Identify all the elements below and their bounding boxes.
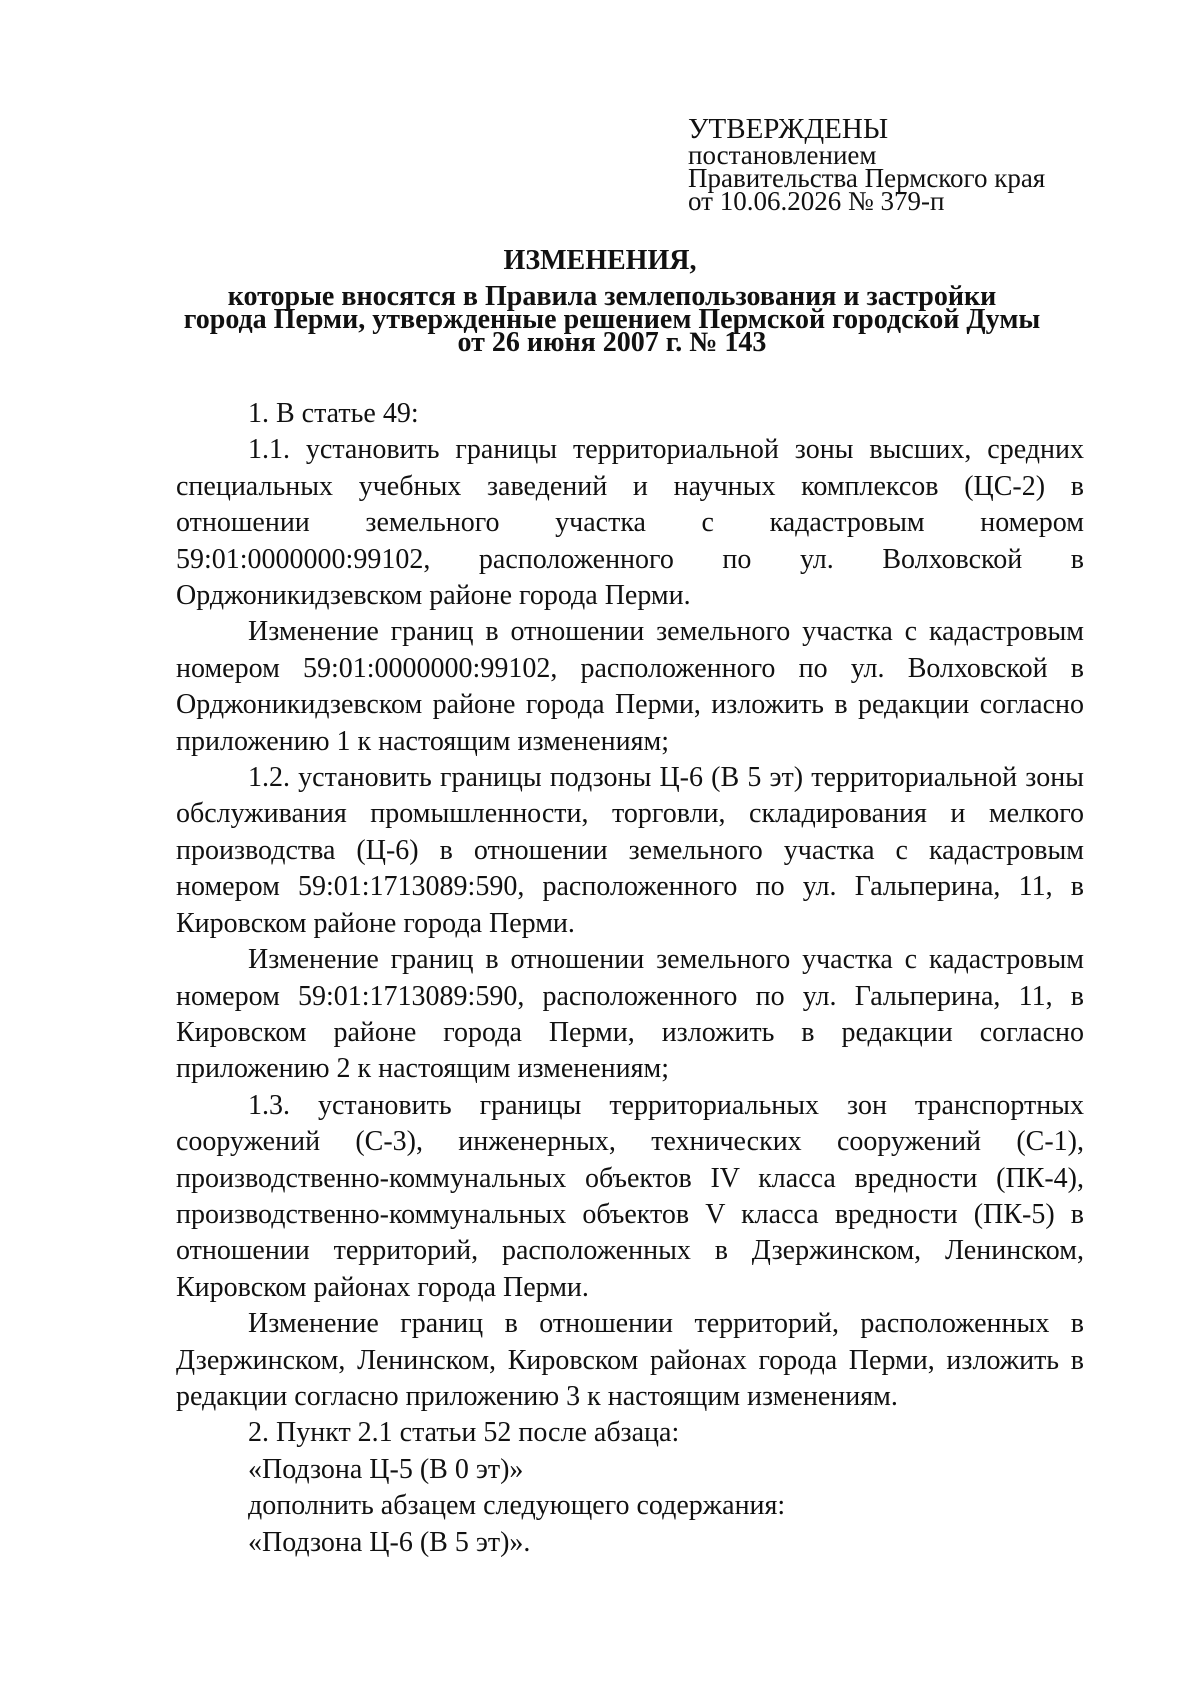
- paragraph-1-1: 1.1. установить границы территориальной зоны высших, средних специальных учебных заведений и научных комплексов (ЦС-2) в отношении земельного участка с кадастровым номером 59:01:0000000:99102, расположенного по ул. Волховской в Орджоникидзевском районе города Перми.: [176, 434, 1084, 612]
- approval-line: Правительства Пермского края: [688, 163, 1046, 193]
- paragraph-1-3: 1.3. установить границы территориальных зон транспортных сооружений (С-3), инженерных, технических сооружений (С-1), производственно-коммунальных объектов IV класса вредности (ПК-4), производственно-коммунальных объектов V класса вредности (ПК-5) в отношении территорий, расположенных в Дзержинском, Ленинском, Кировском районах города Перми.: [176, 1089, 1084, 1303]
- document-subtitle: [150, 281, 1074, 358]
- paragraph-1-2: 1.2. установить границы подзоны Ц-6 (В 5 эт) территориальной зоны обслуживания промышленности, торговли, складирования и мелкого производства (Ц-6) в отношении земельного участка с кадастровым номером 59:01:1713089:590, расположенного по ул. Гальперина, 11, в Кировском районе города Перми.: [176, 762, 1084, 939]
- quote-subzone-c5: «Подзона Ц-5 (В 0 эт)»: [248, 1453, 524, 1485]
- approval-date-number: от 10.06.2026 № 379-п: [688, 186, 945, 216]
- quote-subzone-c6: «Подзона Ц-6 (В 5 эт)».: [248, 1526, 531, 1558]
- paragraph-1: 1. В статье 49:: [248, 398, 419, 429]
- approval-stamp: [688, 113, 1046, 216]
- subtitle-line: города Перми, утвержденные решением Пермской городской Думы: [183, 304, 1041, 335]
- paragraph-1-2-change: Изменение границ в отношении земельного участка с кадастровым номером 59:01:1713089:590, расположенного по ул. Гальперина, 11, в Кировском районе города Перми, изложить в редакции согласно приложению 2 к настоящим изменениям;: [176, 944, 1084, 1085]
- paragraph-2-addition: дополнить абзацем следующего содержания:: [248, 1490, 786, 1522]
- paragraph-1-1-change: Изменение границ в отношении земельного участка с кадастровым номером 59:01:0000000:99102, расположенного по ул. Волховской в Орджоникидзевском районе города Перми, изложить в редакции согласно приложению 1 к настоящим изменениям;: [176, 616, 1084, 757]
- paragraph-2: 2. Пункт 2.1 статьи 52 после абзаца:: [248, 1417, 680, 1449]
- subtitle-line: которые вносятся в Правила землепользования и застройки: [227, 281, 997, 312]
- subtitle-line: от 26 июня 2007 г. № 143: [457, 327, 767, 358]
- approval-line: постановлением: [688, 140, 877, 170]
- approval-heading: УТВЕРЖДЕНЫ: [688, 113, 889, 145]
- document-body: [176, 396, 1084, 1561]
- paragraph-1-3-change: Изменение границ в отношении территорий, расположенных в Дзержинском, Ленинском, Кировском районах города Перми, изложить в редакции согласно приложению 3 к настоящим изменениям.: [176, 1308, 1084, 1412]
- document-title: ИЗМЕНЕНИЯ,: [503, 245, 697, 276]
